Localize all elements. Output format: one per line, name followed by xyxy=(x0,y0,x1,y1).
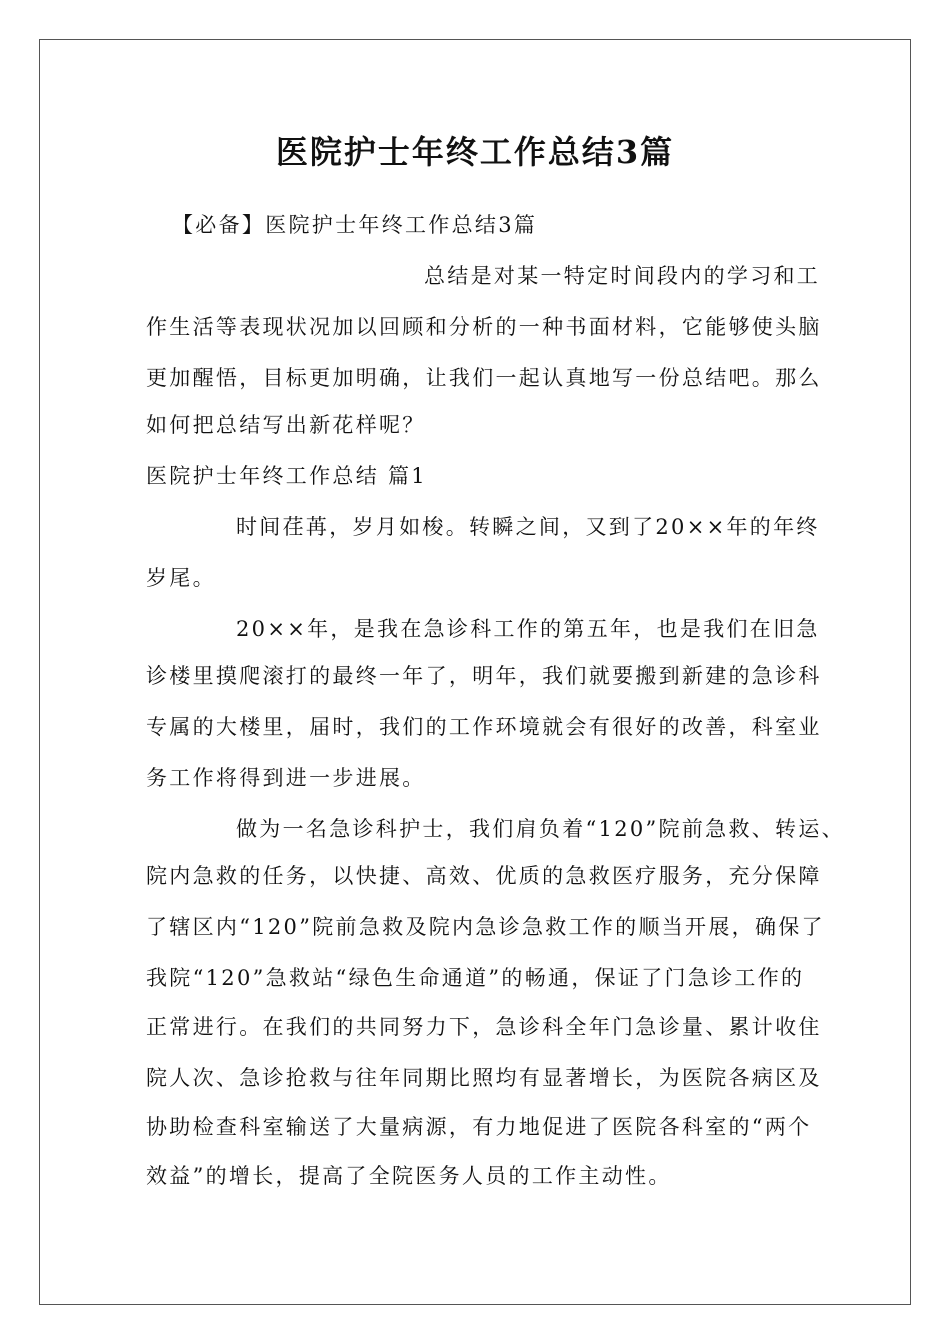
paragraph-line: 专属的大楼里，届时，我们的工作环境就会有很好的改善，科室业 xyxy=(146,715,822,739)
paragraph-line: 院人次、急诊抢救与往年同期比照均有显著增长，为医院各病区及 xyxy=(146,1066,822,1090)
paragraph-line: 作生活等表现状况加以回顾和分析的一种书面材料，它能够使头脑 xyxy=(146,315,822,339)
paragraph-line: 效益”的增长，提高了全院医务人员的工作主动性。 xyxy=(146,1164,672,1188)
paragraph-line: 正常进行。在我们的共同努力下，急诊科全年门急诊量、累计收住 xyxy=(146,1015,822,1039)
paragraph-line: 总结是对某一特定时间段内的学习和工 xyxy=(424,264,821,288)
paragraph-line: 时间荏苒，岁月如梭。转瞬之间，又到了20××年的年终 xyxy=(236,515,820,539)
document-title: 医院护士年终工作总结3篇 xyxy=(275,133,675,171)
section-heading: 医院护士年终工作总结 篇1 xyxy=(146,464,427,488)
paragraph-line: 院内急救的任务，以快捷、高效、优质的急救医疗服务，充分保障 xyxy=(146,864,822,888)
paragraph-line: 协助检查科室输送了大量病源，有力地促进了医院各科室的“两个 xyxy=(146,1115,812,1139)
paragraph-line: 务工作将得到进一步进展。 xyxy=(146,766,426,790)
paragraph-line: 岁尾。 xyxy=(146,566,216,590)
paragraph-line: 如何把总结写出新花样呢？ xyxy=(146,413,426,437)
paragraph-line: 了辖区内“120”院前急救及院内急诊急救工作的顺当开展，确保了 xyxy=(146,915,825,939)
paragraph-line: 更加醒悟，目标更加明确，让我们一起认真地写一份总结吧。那么 xyxy=(146,366,822,390)
paragraph-line: 我院“120”急救站“绿色生命通道”的畅通，保证了门急诊工作的 xyxy=(146,966,805,990)
paragraph-line: 20××年，是我在急诊科工作的第五年，也是我们在旧急 xyxy=(236,617,820,641)
paragraph-line: 做为一名急诊科护士，我们肩负着“120”院前急救、转运、 xyxy=(236,817,845,841)
paragraph-line: 诊楼里摸爬滚打的最终一年了，明年，我们就要搬到新建的急诊科 xyxy=(146,664,822,688)
subtitle-line: 【必备】医院护士年终工作总结3篇 xyxy=(172,213,538,237)
